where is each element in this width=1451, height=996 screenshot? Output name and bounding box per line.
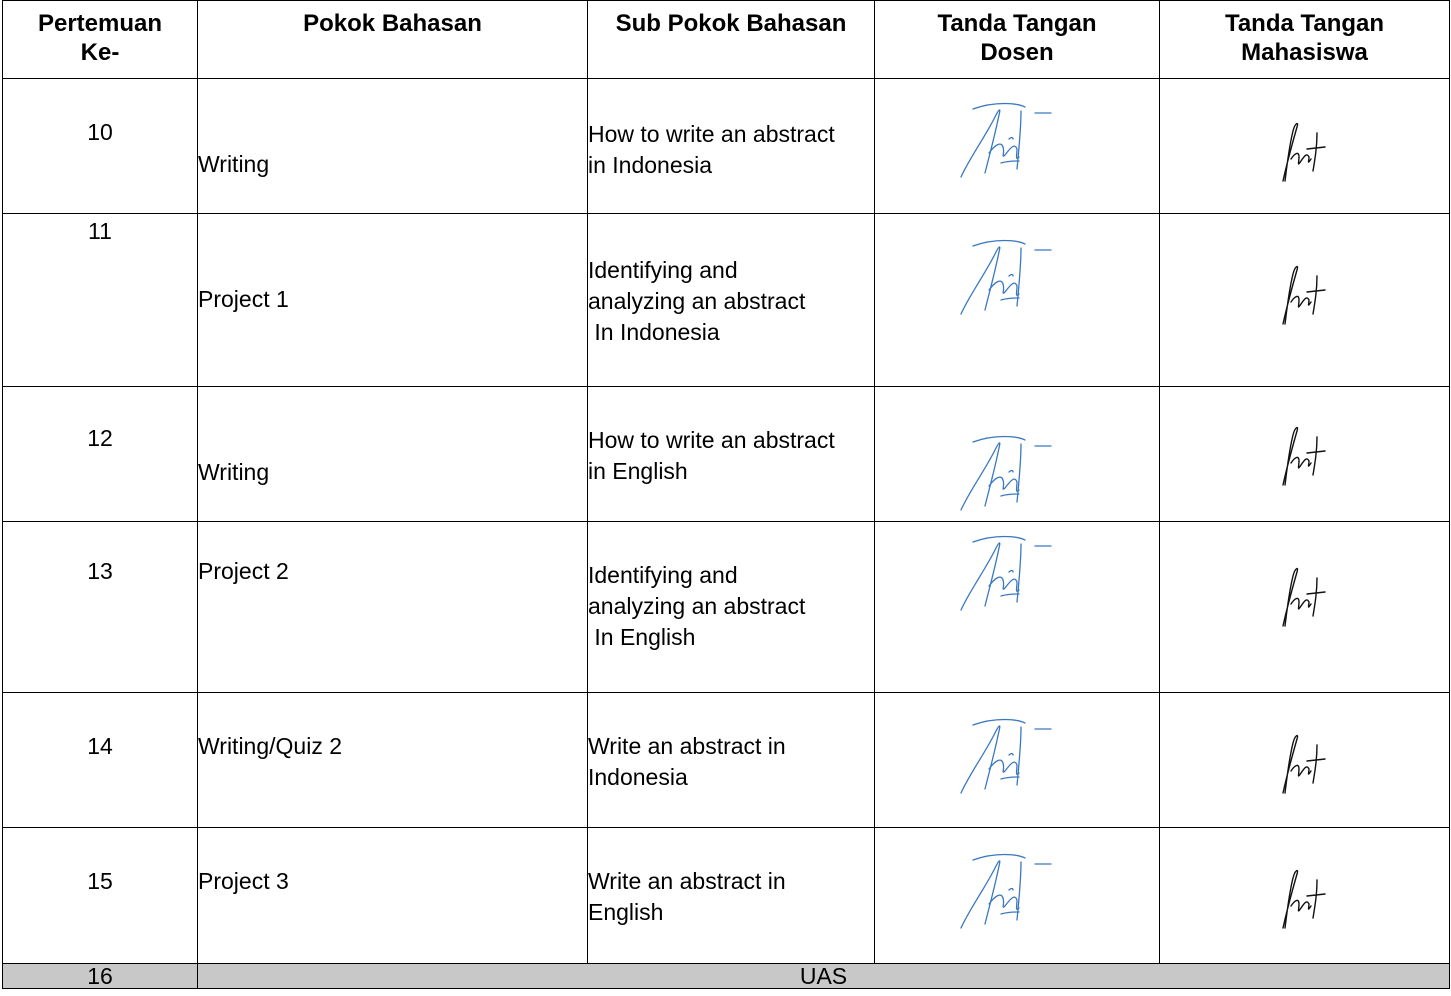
lecturer-signature-stroke [973,855,1025,861]
lecturer-signature-cell [875,693,1160,828]
student-signature-stroke [1313,276,1317,314]
student-signature-stroke [1291,296,1311,307]
lecturer-signature-stroke [1009,138,1013,140]
subtopic-cell: Identifying and analyzing an abstract In English [588,522,875,693]
topic-cell: Project 2 [198,522,588,693]
student-signature-cell [1160,828,1450,964]
student-signature-stroke [1307,759,1325,761]
table-row [3,693,1450,828]
header-topic: Pokok Bahasan [198,1,588,79]
subtopic-cell: How to write an abstract in Indonesia [588,79,875,214]
meeting-number: 16 [3,964,198,989]
lecturer-signature-stroke [961,543,1000,610]
lecturer-signature-stroke [1017,862,1021,920]
lecturer-signature-image [955,850,1065,940]
student-signature-stroke [1307,592,1325,594]
lecturer-signature-image [955,715,1065,805]
subtopic-cell: Write an abstract in English [588,828,875,964]
lecturer-signature-stroke [1001,298,1019,300]
student-signature-image [1273,564,1333,634]
header-row [3,1,1450,79]
student-signature-cell [1160,693,1450,828]
student-signature-stroke [1313,880,1317,918]
lecturer-signature-stroke [1017,544,1021,602]
student-signature-image [1273,423,1333,493]
lecturer-signature-stroke [973,104,1025,110]
lecturer-signature-stroke [989,577,1019,591]
student-signature-stroke [1291,153,1311,164]
topic-cell: Writing [198,79,588,214]
lecturer-signature-cell [875,828,1160,964]
student-signature-image [1273,119,1333,189]
table-row [3,387,1450,522]
attendance-table [2,0,1450,989]
lecturer-signature-stroke [1009,471,1013,473]
table-row [3,522,1450,693]
student-signature-stroke [1291,457,1311,468]
student-signature-stroke [1313,133,1317,171]
student-signature-stroke [1307,290,1325,292]
lecturer-signature-stroke [973,437,1025,443]
table-row [3,828,1450,964]
lecturer-signature-stroke [989,144,1019,158]
meeting-number: 14 [3,693,198,828]
student-signature-stroke [1291,900,1311,911]
lecturer-signature-stroke [961,110,1000,177]
student-signature-cell [1160,522,1450,693]
meeting-number: 13 [3,522,198,693]
subtopic-cell: Write an abstract in Indonesia [588,693,875,828]
student-signature-cell [1160,387,1450,522]
lecturer-signature-image [955,432,1065,522]
header-meeting: Pertemuan Ke- [3,1,198,79]
lecturer-signature-stroke [1009,754,1013,756]
topic-cell: Project 3 [198,828,588,964]
lecturer-signature-stroke [1001,161,1019,163]
exam-label: UAS [198,964,1450,989]
student-signature-stroke [1291,765,1311,776]
lecturer-signature-cell [875,79,1160,214]
lecturer-signature-stroke [1017,111,1021,169]
lecturer-signature-stroke [1009,889,1013,891]
student-signature-cell [1160,214,1450,387]
student-signature-stroke [1313,578,1317,616]
meeting-number: 11 [3,214,198,387]
student-signature-stroke [1283,267,1298,324]
lecturer-signature-stroke [1001,494,1019,496]
lecturer-signature-stroke [989,477,1019,491]
meeting-number: 12 [3,387,198,522]
lecturer-signature-stroke [961,247,1000,314]
lecturer-signature-image [955,532,1065,622]
lecturer-signature-stroke [1009,571,1013,573]
student-signature-image [1273,731,1333,801]
lecturer-signature-stroke [1001,777,1019,779]
student-signature-stroke [1307,451,1325,453]
student-signature-stroke [1307,147,1325,149]
lecturer-signature-stroke [961,443,1000,510]
student-signature-stroke [1313,437,1317,475]
lecturer-signature-stroke [1001,594,1019,596]
lecturer-signature-cell [875,522,1160,693]
lecturer-signature-stroke [989,895,1019,909]
lecturer-signature-stroke [989,760,1019,774]
topic-cell: Writing [198,387,588,522]
lecturer-signature-stroke [1017,444,1021,502]
student-signature-stroke [1283,428,1298,485]
subtopic-cell: Identifying and analyzing an abstract In Indonesia [588,214,875,387]
lecturer-signature-image [955,236,1065,326]
table-row [3,79,1450,214]
topic-cell: Writing/Quiz 2 [198,693,588,828]
meeting-number: 10 [3,79,198,214]
student-signature-stroke [1307,894,1325,896]
student-signature-stroke [1283,569,1298,626]
lecturer-signature-stroke [961,726,1000,793]
table-row [3,214,1450,387]
student-signature-stroke [1283,871,1298,928]
lecturer-signature-stroke [973,720,1025,726]
lecturer-signature-stroke [1017,727,1021,785]
topic-cell: Project 1 [198,214,588,387]
lecturer-signature-stroke [961,861,1000,928]
lecturer-signature-stroke [973,537,1025,543]
exam-row [3,964,1450,989]
subtopic-cell: How to write an abstract in English [588,387,875,522]
header-lecturer-signature: Tanda Tangan Dosen [875,1,1160,79]
lecturer-signature-cell [875,387,1160,522]
meeting-number: 15 [3,828,198,964]
lecturer-signature-stroke [1017,248,1021,306]
lecturer-signature-stroke [989,281,1019,295]
header-student-signature: Tanda Tangan Mahasiswa [1160,1,1450,79]
lecturer-signature-cell [875,214,1160,387]
student-signature-image [1273,262,1333,332]
student-signature-image [1273,866,1333,936]
lecturer-signature-stroke [973,241,1025,247]
student-signature-stroke [1283,124,1298,181]
student-signature-cell [1160,79,1450,214]
header-subtopic: Sub Pokok Bahasan [588,1,875,79]
student-signature-stroke [1283,736,1298,793]
lecturer-signature-image [955,99,1065,189]
lecturer-signature-stroke [1001,912,1019,914]
student-signature-stroke [1291,598,1311,609]
lecturer-signature-stroke [1009,275,1013,277]
student-signature-stroke [1313,745,1317,783]
